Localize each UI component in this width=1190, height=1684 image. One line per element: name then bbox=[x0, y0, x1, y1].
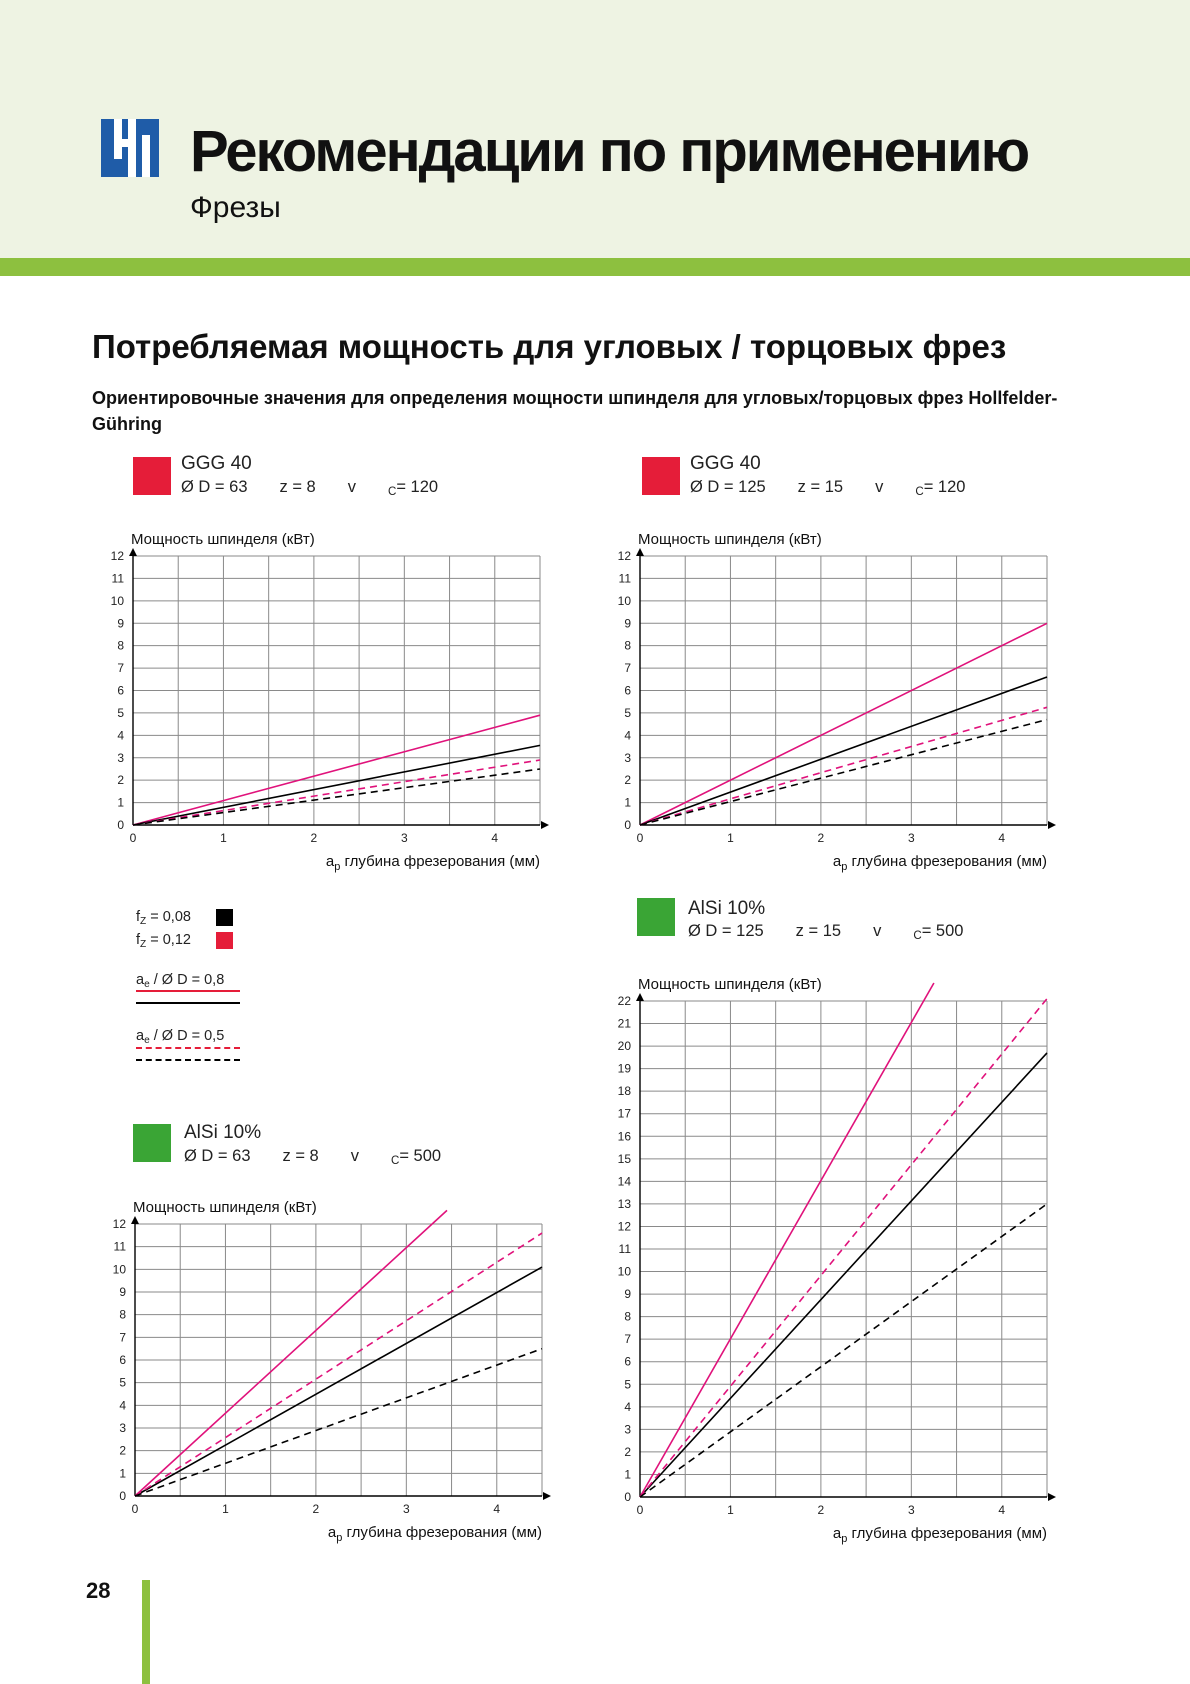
legend-ae-08-label: $a_e$ / Ø D = 0,8 bbox=[136, 972, 225, 990]
x-tick-label: 3 bbox=[907, 831, 915, 845]
section-title: Потребляемая мощность для угловых / торцовых фрез bbox=[92, 328, 1007, 365]
legend-fz-008-label: $f_Z = 0,08$ bbox=[136, 909, 191, 927]
y-axis-label: Мощность шпинделя (кВт) bbox=[638, 976, 822, 993]
page-subtitle: Фрезы bbox=[190, 191, 281, 224]
y-tick-label: 8 bbox=[117, 638, 124, 653]
y-tick-label: 1 bbox=[624, 795, 631, 810]
x-axis-label: $a_p$ глубина фрезерования (мм) bbox=[832, 853, 1047, 873]
y-tick-label: 11 bbox=[618, 571, 631, 586]
y-tick-label: 1 bbox=[624, 1467, 631, 1482]
x-tick-label: 4 bbox=[998, 1503, 1006, 1517]
y-tick-label: 9 bbox=[117, 616, 124, 631]
y-tick-label: 5 bbox=[624, 1377, 631, 1392]
y-tick-label: 9 bbox=[624, 1287, 631, 1302]
y-tick-label: 6 bbox=[624, 683, 631, 698]
cutting-speed-param: v $_C$= 120 bbox=[875, 478, 966, 498]
y-tick-label: 14 bbox=[617, 1174, 631, 1189]
y-tick-label: 10 bbox=[110, 593, 124, 608]
teeth-param: z = 8 bbox=[279, 478, 316, 496]
y-axis-arrow bbox=[636, 548, 644, 556]
cutting-speed-param: v $_C$= 500 bbox=[350, 1147, 442, 1167]
y-tick-label: 15 bbox=[617, 1151, 631, 1166]
teeth-param: z = 15 bbox=[795, 922, 842, 940]
y-tick-label: 2 bbox=[117, 773, 124, 788]
page-number: 28 bbox=[86, 1578, 111, 1603]
x-tick-label: 4 bbox=[493, 1502, 501, 1516]
series-line-2 bbox=[135, 1267, 542, 1496]
y-tick-label: 0 bbox=[119, 1489, 126, 1503]
y-axis-label: Мощность шпинделя (кВт) bbox=[131, 531, 315, 548]
y-tick-label: 8 bbox=[624, 638, 631, 653]
x-tick-label: 0 bbox=[636, 1503, 644, 1517]
x-tick-label: 2 bbox=[310, 831, 318, 845]
y-tick-label: 1 bbox=[119, 1466, 126, 1481]
y-tick-label: 11 bbox=[111, 571, 124, 586]
series-line-4 bbox=[640, 1204, 1047, 1497]
y-tick-label: 11 bbox=[113, 1239, 126, 1254]
teeth-param: z = 15 bbox=[797, 478, 844, 496]
x-tick-label: 2 bbox=[817, 1503, 825, 1517]
y-tick-label: 9 bbox=[119, 1285, 126, 1299]
x-tick-label: 1 bbox=[222, 1502, 229, 1516]
diameter-param: Ø D = 63 bbox=[184, 1147, 251, 1165]
y-tick-label: 17 bbox=[617, 1106, 631, 1121]
y-tick-label: 12 bbox=[617, 1219, 631, 1234]
y-tick-label: 8 bbox=[624, 1309, 631, 1324]
footer-accent-bar bbox=[142, 1580, 150, 1684]
y-tick-label: 18 bbox=[617, 1084, 631, 1099]
y-axis-label: Мощность шпинделя (кВт) bbox=[133, 1199, 317, 1216]
x-tick-label: 1 bbox=[727, 1503, 734, 1517]
y-tick-label: 7 bbox=[624, 661, 631, 676]
y-tick-label: 3 bbox=[119, 1421, 126, 1435]
x-axis-arrow bbox=[543, 1492, 551, 1500]
y-tick-label: 5 bbox=[624, 705, 631, 720]
material-name: GGG 40 bbox=[690, 453, 761, 474]
y-tick-label: 6 bbox=[119, 1353, 126, 1367]
y-tick-label: 5 bbox=[117, 705, 124, 720]
diameter-param: Ø D = 125 bbox=[688, 922, 764, 940]
teeth-param: z = 8 bbox=[282, 1147, 319, 1165]
series-line-1 bbox=[135, 1210, 447, 1496]
y-tick-label: 16 bbox=[617, 1129, 631, 1144]
y-tick-label: 4 bbox=[117, 728, 124, 743]
x-tick-label: 0 bbox=[129, 831, 137, 845]
y-tick-label: 0 bbox=[117, 818, 124, 832]
x-axis-arrow bbox=[541, 821, 549, 829]
x-tick-label: 4 bbox=[998, 831, 1006, 845]
y-tick-label: 20 bbox=[617, 1039, 631, 1054]
y-tick-label: 8 bbox=[119, 1307, 126, 1322]
y-tick-label: 12 bbox=[110, 549, 124, 563]
cutting-speed-param: v $_C$= 120 bbox=[347, 478, 439, 498]
series-line-4 bbox=[135, 1349, 542, 1496]
legend-fz-012-label: $f_Z = 0,12$ bbox=[136, 932, 191, 950]
y-tick-label: 7 bbox=[117, 661, 124, 676]
y-tick-label: 1 bbox=[117, 795, 124, 810]
y-tick-label: 3 bbox=[624, 1422, 631, 1437]
y-tick-label: 3 bbox=[117, 750, 124, 765]
x-tick-label: 2 bbox=[817, 831, 825, 845]
material-name: AlSi 10% bbox=[688, 898, 766, 919]
y-tick-label: 2 bbox=[119, 1443, 126, 1458]
diameter-param: Ø D = 125 bbox=[690, 478, 766, 496]
y-tick-label: 4 bbox=[119, 1398, 126, 1413]
x-tick-label: 3 bbox=[402, 1502, 410, 1516]
y-axis-arrow bbox=[636, 993, 644, 1001]
y-axis-arrow bbox=[131, 1216, 139, 1224]
y-tick-label: 2 bbox=[624, 1444, 631, 1459]
series-line-2 bbox=[640, 1053, 1047, 1497]
x-tick-label: 2 bbox=[312, 1502, 320, 1516]
x-tick-label: 1 bbox=[220, 831, 227, 845]
y-tick-label: 13 bbox=[617, 1196, 631, 1211]
y-tick-label: 7 bbox=[119, 1330, 126, 1345]
x-axis-label: $a_p$ глубина фрезерования (мм) bbox=[325, 853, 540, 873]
material-name: GGG 40 bbox=[181, 453, 252, 474]
y-tick-label: 0 bbox=[624, 818, 631, 832]
page-title: Рекомендации по применению bbox=[190, 119, 1029, 184]
y-tick-label: 3 bbox=[624, 750, 631, 765]
y-tick-label: 12 bbox=[112, 1217, 126, 1231]
y-tick-label: 4 bbox=[624, 728, 631, 743]
y-tick-label: 19 bbox=[617, 1061, 631, 1076]
y-tick-label: 5 bbox=[119, 1375, 126, 1390]
y-tick-label: 6 bbox=[624, 1354, 631, 1369]
y-axis-label: Мощность шпинделя (кВт) bbox=[638, 531, 822, 548]
y-tick-label: 9 bbox=[624, 616, 631, 631]
series-line-4 bbox=[133, 769, 540, 825]
y-tick-label: 2 bbox=[624, 773, 631, 788]
x-axis-arrow bbox=[1048, 1493, 1056, 1501]
legend-ae-05-label: $a_e$ / Ø D = 0,5 bbox=[136, 1028, 225, 1046]
x-axis-label: $a_p$ глубина фрезерования (мм) bbox=[327, 1524, 542, 1544]
x-tick-label: 4 bbox=[491, 831, 499, 845]
x-axis-label: $a_p$ глубина фрезерования (мм) bbox=[832, 1525, 1047, 1545]
y-tick-label: 10 bbox=[617, 1264, 631, 1279]
x-axis-arrow bbox=[1048, 821, 1056, 829]
x-tick-label: 1 bbox=[727, 831, 734, 845]
x-tick-label: 0 bbox=[131, 1502, 139, 1516]
y-tick-label: 11 bbox=[618, 1242, 631, 1256]
section-description: Ориентировочные значения для определения мощности шпинделя для угловых/торцовых фрез Hollfelder-Gühring bbox=[92, 388, 1058, 434]
x-tick-label: 3 bbox=[907, 1503, 915, 1517]
diameter-param: Ø D = 63 bbox=[181, 478, 248, 496]
x-tick-label: 3 bbox=[400, 831, 408, 845]
y-tick-label: 7 bbox=[624, 1332, 631, 1347]
cutting-speed-param: v $_C$= 500 bbox=[873, 922, 964, 942]
series-line-1 bbox=[640, 983, 934, 1497]
material-name: AlSi 10% bbox=[184, 1122, 262, 1143]
y-axis-arrow bbox=[129, 548, 137, 556]
y-tick-label: 10 bbox=[112, 1262, 126, 1277]
series-line-3 bbox=[135, 1233, 542, 1496]
y-tick-label: 6 bbox=[117, 683, 124, 698]
y-tick-label: 12 bbox=[617, 549, 631, 563]
y-tick-label: 22 bbox=[617, 994, 631, 1008]
y-tick-label: 21 bbox=[617, 1016, 631, 1031]
y-tick-label: 0 bbox=[624, 1490, 631, 1504]
y-tick-label: 10 bbox=[617, 593, 631, 608]
y-tick-label: 4 bbox=[624, 1399, 631, 1414]
x-tick-label: 0 bbox=[636, 831, 644, 845]
